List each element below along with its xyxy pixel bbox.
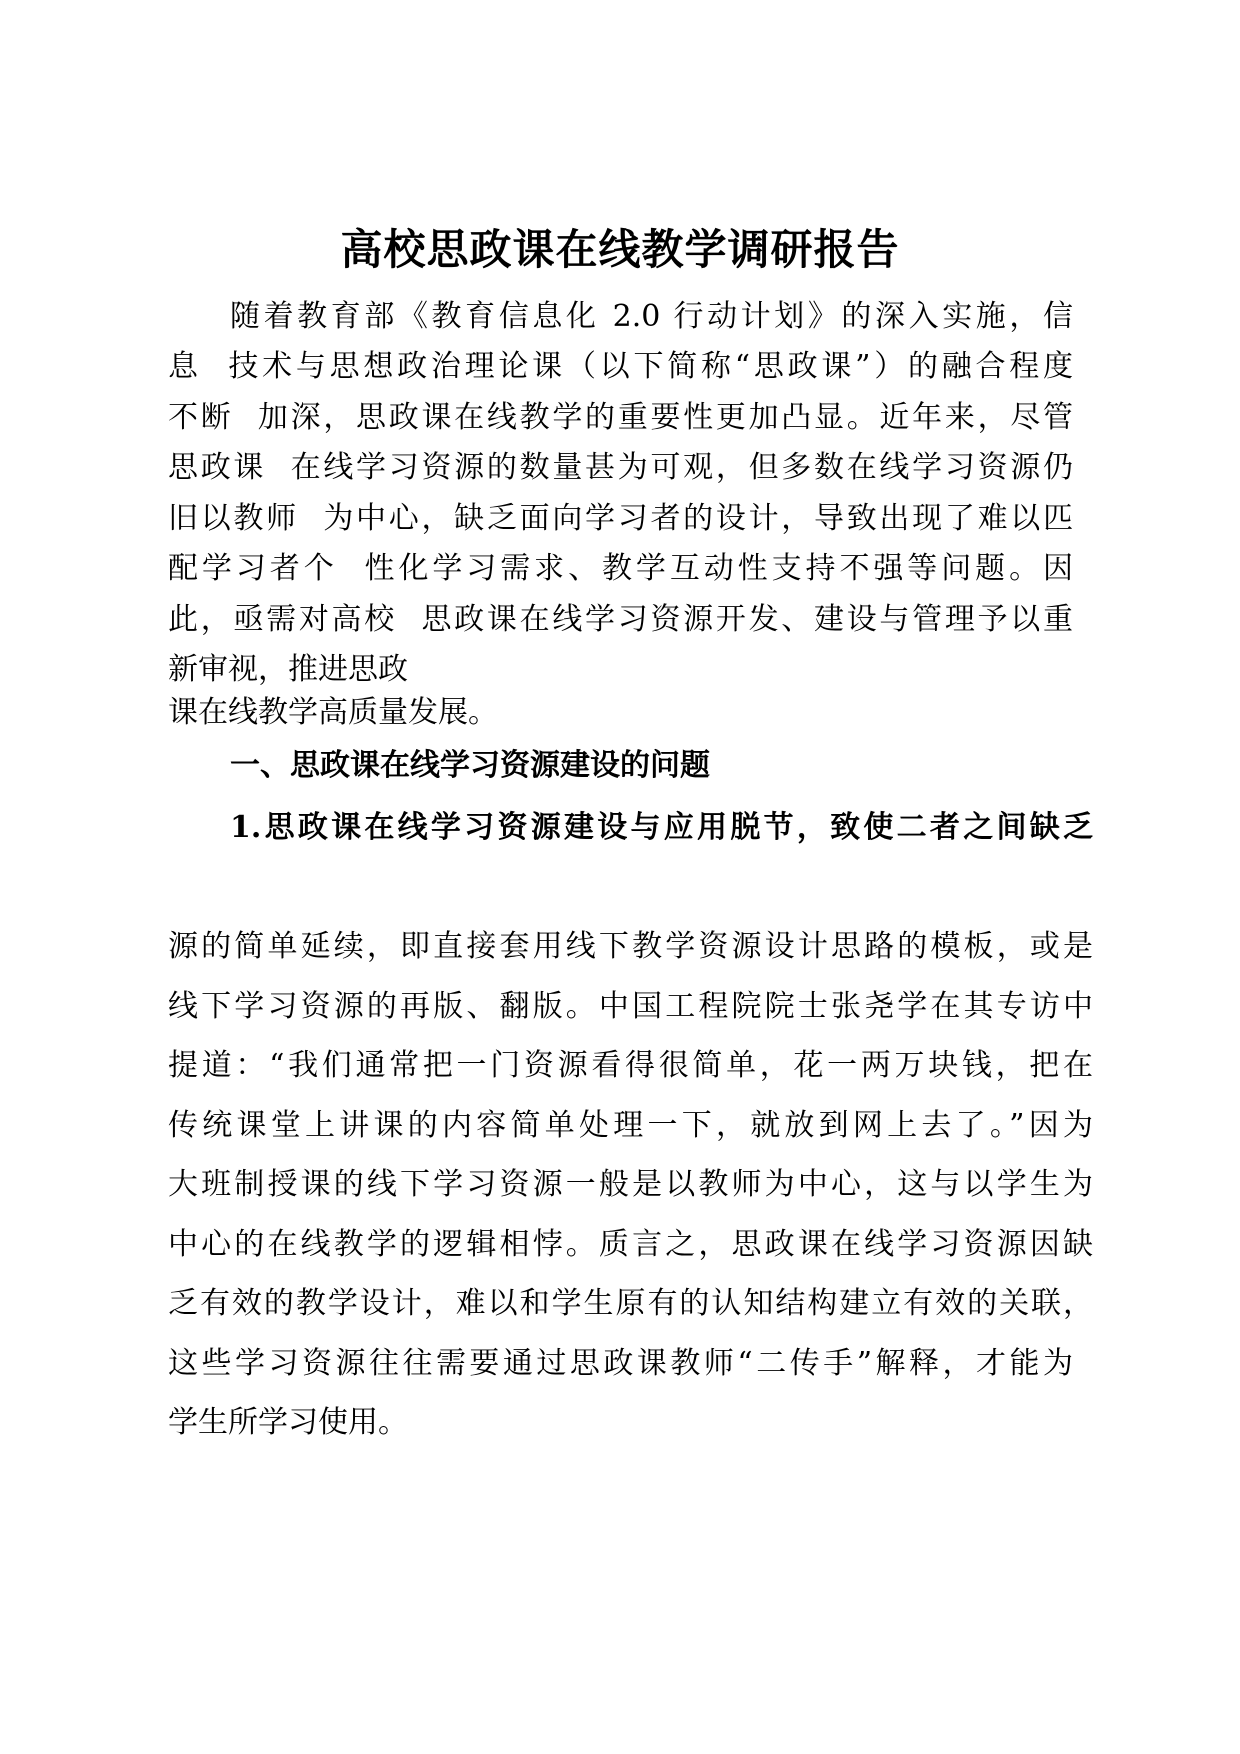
intro-line-4: 思政课 在线学习资源的数量甚为可观，但多数在线学习资源仍 [168, 450, 1073, 485]
intro-line-2: 息 技术与思想政治理论课（以下简称“思政课”）的融合程度 [168, 349, 1073, 384]
section-heading: 一、思政课在线学习资源建设的问题 [230, 748, 710, 783]
paragraph-1-line-6: 传统课堂上讲课的内容简单处理一下，就放到网上去了。”因为 [168, 1108, 1093, 1143]
paragraph-1-line-5: 提道：“我们通常把一门资源看得很简单，花一两万块钱，把在 [168, 1048, 1093, 1083]
intro-line-9: 课在线教学高质量发展。 [168, 695, 498, 730]
paragraph-1-line-2 [168, 868, 1093, 908]
document-title: 高校思政课在线教学调研报告 [340, 225, 900, 274]
paragraph-1-line-4: 线下学习资源的再版、翻版。中国工程院院士张尧学在其专访中 [168, 989, 1093, 1024]
paragraph-1-line-9: 乏有效的教学设计，难以和学生原有的认知结构建立有效的关联， [168, 1286, 1093, 1321]
paragraph-1-line-10: 这些学习资源往往需要通过思政课教师“二传手”解释，才能为 [168, 1346, 1073, 1381]
intro-line-3: 不断 加深，思政课在线教学的重要性更加凸显。近年来，尽管 [168, 400, 1073, 435]
paragraph-1-line-11: 学生所学习使用。 [168, 1405, 408, 1440]
paragraph-1-line-7: 大班制授课的线下学习资源一般是以教师为中心，这与以学生为 [168, 1167, 1093, 1202]
intro-line-5: 旧以教师 为中心，缺乏面向学习者的设计，导致出现了难以匹 [168, 501, 1073, 536]
paragraph-1-line-3: 源的简单延续，即直接套用线下教学资源设计思路的模板，或是 [168, 929, 1093, 964]
paragraph-1-line-8: 中心的在线教学的逻辑相悖。质言之，思政课在线学习资源因缺 [168, 1227, 1093, 1262]
intro-line-7: 此，亟需对高校 思政课在线学习资源开发、建设与管理予以重 [168, 602, 1073, 637]
intro-line-6: 配学习者个 性化学习需求、教学互动性支持不强等问题。因 [168, 551, 1073, 586]
paragraph-1-line-1: 1.思政课在线学习资源建设与应用脱节，致使二者之间缺乏 [230, 810, 1093, 845]
intro-line-8: 新审视，推进思政 [168, 652, 408, 687]
intro-line-1: 随着教育部《教育信息化 2.0 行动计划》的深入实施，信 [230, 299, 1073, 334]
